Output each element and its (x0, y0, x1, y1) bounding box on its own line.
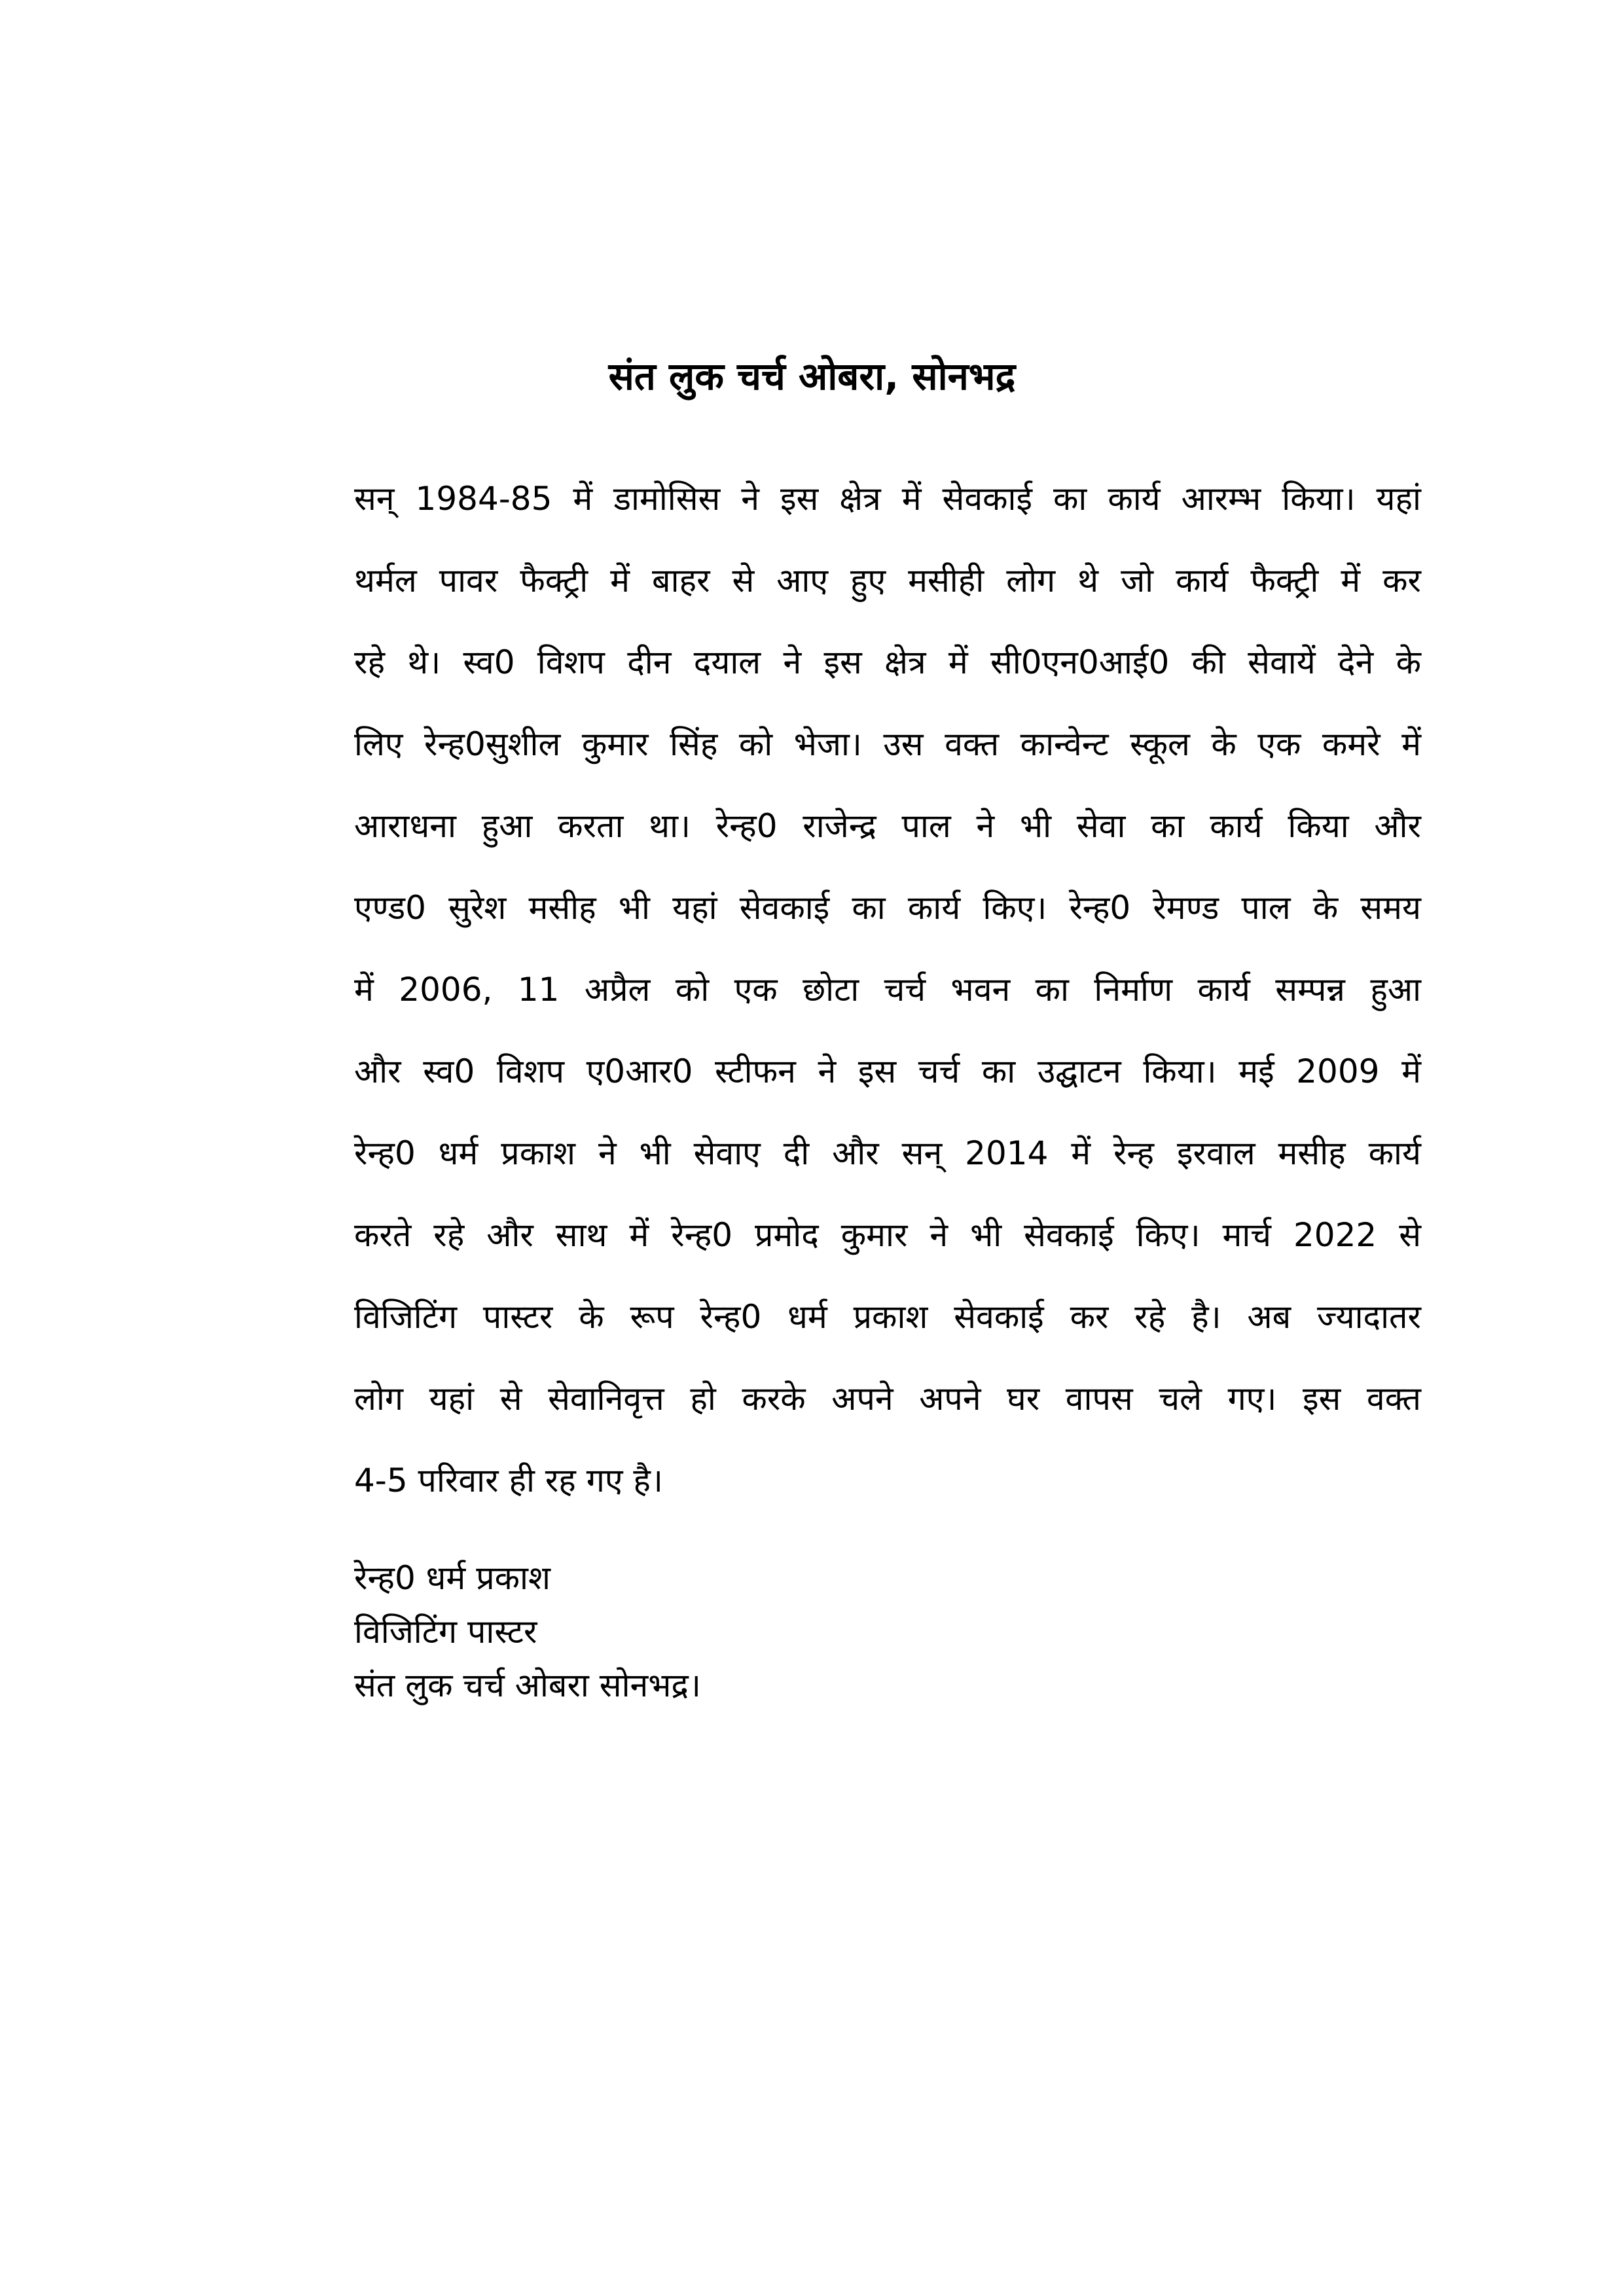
paragraph-line: रहे थे। स्व0 विशप दीन दयाल ने इस क्षेत्र में सी0एन0आई0 की सेवायें देने के (354, 643, 1421, 681)
body-paragraph (354, 458, 1421, 1522)
signature-block (354, 1551, 1421, 1712)
paragraph-line: लिए रेन्ह0सुशील कुमार सिंह को भेजा। उस वक्त कान्वेन्ट स्कूल के एक कमरे में (354, 725, 1421, 763)
paragraph-line: करते रहे और साथ में रेन्ह0 प्रमोद कुमार ने भी सेवकाई किए। मार्च 2022 से (354, 1216, 1421, 1254)
paragraph-line: और स्व0 विशप ए0आर0 स्टीफन ने इस चर्च का उद्घाटन किया। मई 2009 में (354, 1052, 1421, 1090)
paragraph-line: एण्ड0 सुरेश मसीह भी यहां सेवकाई का कार्य किए। रेन्ह0 रेमण्ड पाल के समय (354, 889, 1421, 927)
paragraph-line: विजिटिंग पास्टर के रूप रेन्ह0 धर्म प्रकाश सेवकाई कर रहे है। अब ज्यादातर (354, 1298, 1421, 1336)
paragraph-line: में 2006, 11 अप्रैल को एक छोटा चर्च भवन का निर्माण कार्य सम्पन्न हुआ (354, 971, 1421, 1009)
signature-name: रेन्ह0 धर्म प्रकाश (354, 1559, 550, 1597)
paragraph-line: लोग यहां से सेवानिवृत्त हो करके अपने अपने घर वापस चले गए। इस वक्त (354, 1380, 1421, 1418)
paragraph-line: सन् 1984-85 में डामोसिस ने इस क्षेत्र में सेवकाई का कार्य आरम्भ किया। यहां (354, 480, 1421, 518)
paragraph-line: आराधना हुआ करता था। रेन्ह0 राजेन्द्र पाल ने भी सेवा का कार्य किया और (354, 807, 1421, 845)
paragraph-line: रेन्ह0 धर्म प्रकाश ने भी सेवाए दी और सन् 2014 में रेन्ह इरवाल मसीह कार्य (354, 1134, 1421, 1172)
signature-designation: विजिटिंग पास्टर (354, 1613, 537, 1651)
signature-place: संत लुक चर्च ओबरा सोनभद्र। (354, 1666, 701, 1704)
paragraph-line: थर्मल पावर फैक्ट्री में बाहर से आए हुए मसीही लोग थे जो कार्य फैक्ट्री में कर (354, 562, 1421, 600)
paragraph-line: 4-5 परिवार ही रह गए है। (354, 1462, 663, 1499)
document-title: संत लुक चर्च ओबरा, सोनभद्र (608, 354, 1016, 399)
